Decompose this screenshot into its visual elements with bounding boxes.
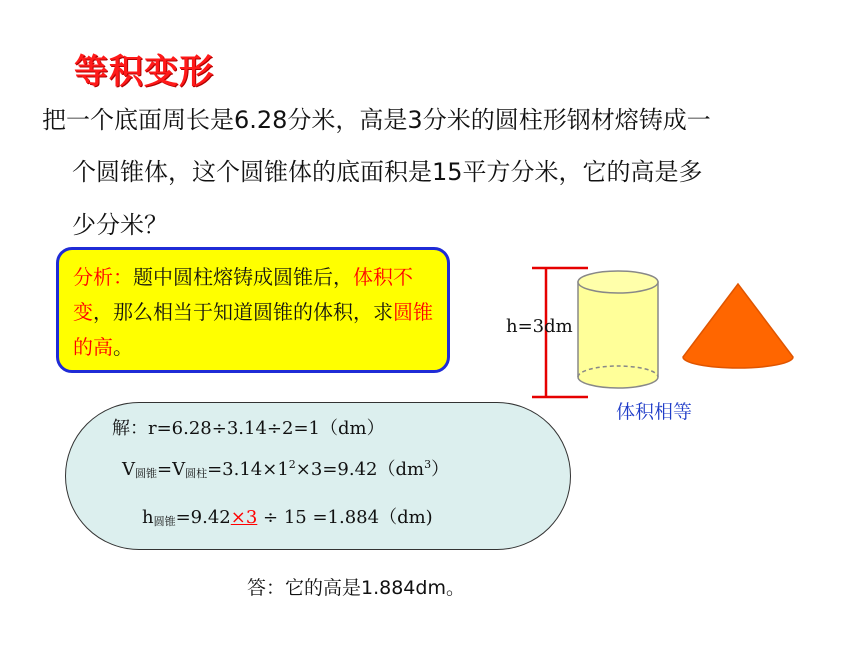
solution-step-2: $V_{圆锥}=V_{圆柱}=3.14\times 1^2\times 3=9.42(dm^3)$: [122, 458, 450, 480]
analysis-end: 。: [113, 335, 133, 359]
analysis-highlight-1: 体积不变: [73, 265, 413, 324]
problem-line-3: 少分米？: [72, 211, 168, 239]
problem-line-1: 把一个底面周长是6.28分米，高是3分米的圆柱形钢材熔铸成一: [42, 106, 711, 134]
answer-text: 答：它的高是1.884dm。: [247, 577, 465, 599]
analysis-prefix: 分析：: [73, 265, 133, 289]
cylinder-shape: [578, 271, 658, 388]
analysis-box: [56, 247, 450, 373]
solution-step-3: $h_{圆锥}=9.42\times 3 \div 15 =1.884(dm)$: [142, 507, 433, 528]
analysis-highlight-2: 圆锥的高: [73, 300, 433, 359]
page-title: 等积变形: [74, 52, 214, 92]
height-label: h=3dm: [506, 316, 573, 337]
cone-shape: [683, 284, 793, 368]
times-three-highlight: ×3: [230, 507, 258, 528]
solution-step-1: 解：r=6.28÷3.14÷2=1（dm）: [112, 418, 385, 439]
volume-equal-label: 体积相等: [616, 401, 693, 423]
analysis-text-2: ，那么相当于知道圆锥的体积，求: [93, 300, 393, 324]
analysis-text-1: 题中圆柱熔铸成圆锥后，: [133, 265, 353, 289]
problem-line-2: 个圆锥体，这个圆锥体的底面积是15平方分米，它的高是多: [72, 158, 703, 186]
